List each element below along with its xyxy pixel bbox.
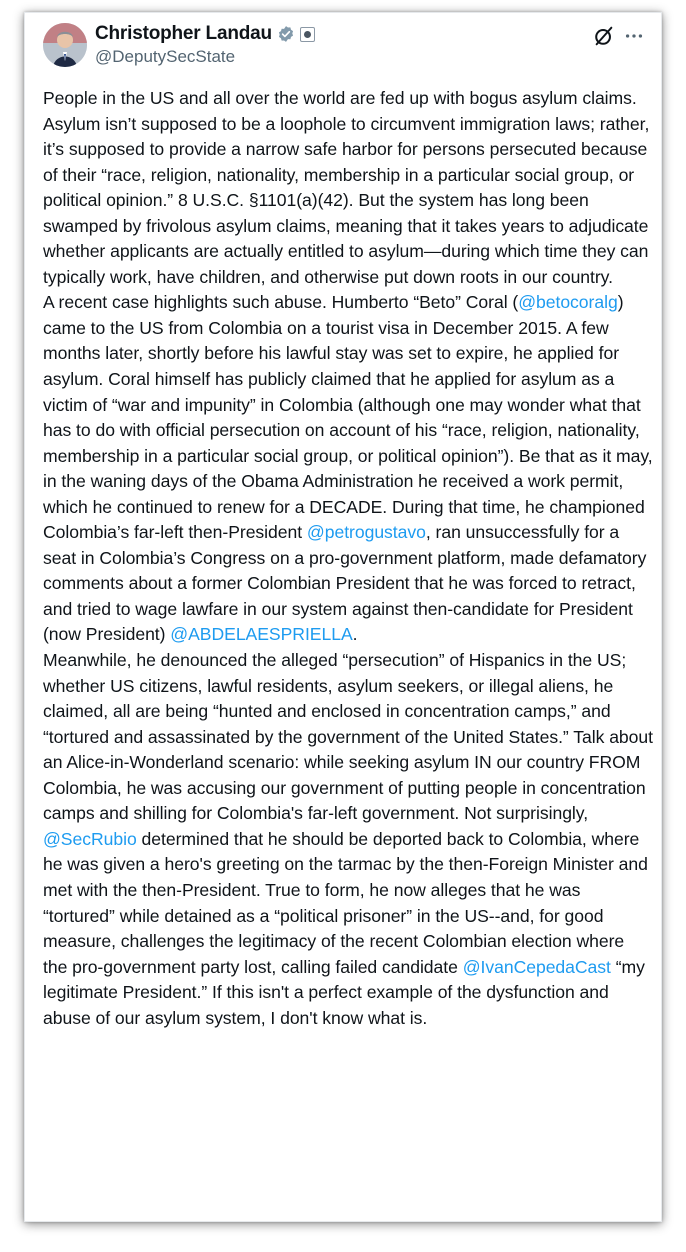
- tweet-text-segment: People in the US and all over the world are fed up with bogus asylum claims. Asylum isn’t supposed to be a loophole to circumvent immigration laws; rather, it’s supposed to provide a narrow safe harbor for persons persecuted because of their “race, religion, nationality, membership in a particular social group, or political opinion.” 8 U.S.C. §1101(a)(42). But the system has long been swamped by frivolous asylum claims, meaning that it takes years to adjudicate whether applicants are actually entitled to asylum—during which time they can typically work, have children, and otherwise put down roots in our country.: [43, 88, 650, 287]
- tweet-text-segment: , ran unsuccessfully for a seat in Colombia’s Congress on a pro-government platform, made defamatory comments about a former Colombian President that he was forced to retract, and tried to wage lawfare in our system against then-candidate for President (now President): [43, 522, 647, 645]
- mention-link-abdelaespriella[interactable]: @ABDELAESPRIELLA: [170, 624, 353, 645]
- avatar-image: [43, 23, 87, 67]
- mention-link-ivancepedacast[interactable]: @IvanCepedaCast: [462, 956, 611, 977]
- verified-badge-icon: [277, 25, 295, 43]
- mention-link-secrubio[interactable]: @SecRubio: [43, 828, 137, 849]
- user-avatar[interactable]: [43, 23, 87, 67]
- tweet-text-segment: Meanwhile, he denounced the alleged “persecution” of Hispanics in the US; whether US citizens, lawful residents, asylum seekers, or illegal aliens, he claimed, all are being “hunted and enclosed in concentration camps,” and “tortured and assassinated by the government of the United States.” Talk about an Alice-in-Wonderland scenario: while seeking asylum IN our country FROM Colombia, he was accusing our government of putting people in concentration camps and shilling for Colombia's far-left government. Not surprisingly,: [43, 650, 653, 824]
- author-name-row: [95, 23, 315, 45]
- tweet-paragraph: [43, 648, 653, 1031]
- tweet-card: [24, 12, 662, 1222]
- grok-icon[interactable]: [593, 25, 615, 47]
- tweet-text: [43, 86, 653, 1031]
- mention-link-petrogustavo[interactable]: @petrogustavo: [306, 522, 426, 543]
- tweet-text-segment: determined that he should be deported back to Colombia, where he was given a hero's greeting on the tarmac by the then-Foreign Minister and met with the then-President. True to form, he now alleges that he was “tortured” while detained as a “political prisoner” in the US--and, for good measure, challenges the legitimacy of the recent Colombian election where the pro-government party lost, calling failed candidate: [43, 828, 648, 977]
- tweet-text-segment: ) came to the US from Colombia on a tourist visa in December 2015. A few months later, shortly before his lawful stay was set to expire, he applied for asylum. Coral himself has publicly claimed that he applied for asylum as a victim of “war and impunity” in Colombia (although one may wonder what that has to do with official persecution on account of his “race, religion, nationality, membership in a particular social group, or political opinion”). Be that as it may, in the waning days of the Obama Administration he received a work permit, which he continued to renew for a DECADE. During that time, he championed Colombia’s far-left then-President: [43, 292, 653, 543]
- more-options-icon[interactable]: [623, 25, 645, 47]
- tweet-paragraph: [43, 86, 653, 290]
- tweet-text-segment: .: [352, 624, 358, 645]
- author-display-name[interactable]: Christopher Landau: [95, 23, 272, 44]
- government-seal-icon: [300, 27, 315, 42]
- tweet-paragraph: [43, 290, 653, 648]
- author-handle[interactable]: @DeputySecState: [95, 47, 236, 66]
- mention-link-betocoralg[interactable]: @betocoralg: [518, 292, 618, 313]
- tweet-text-segment: “my legitimate President.” If this isn't a perfect example of the dysfunction and abuse of our asylum system, I don't know what is.: [43, 956, 645, 1028]
- tweet-text-segment: A recent case highlights such abuse. Humberto “Beto” Coral (: [43, 292, 519, 313]
